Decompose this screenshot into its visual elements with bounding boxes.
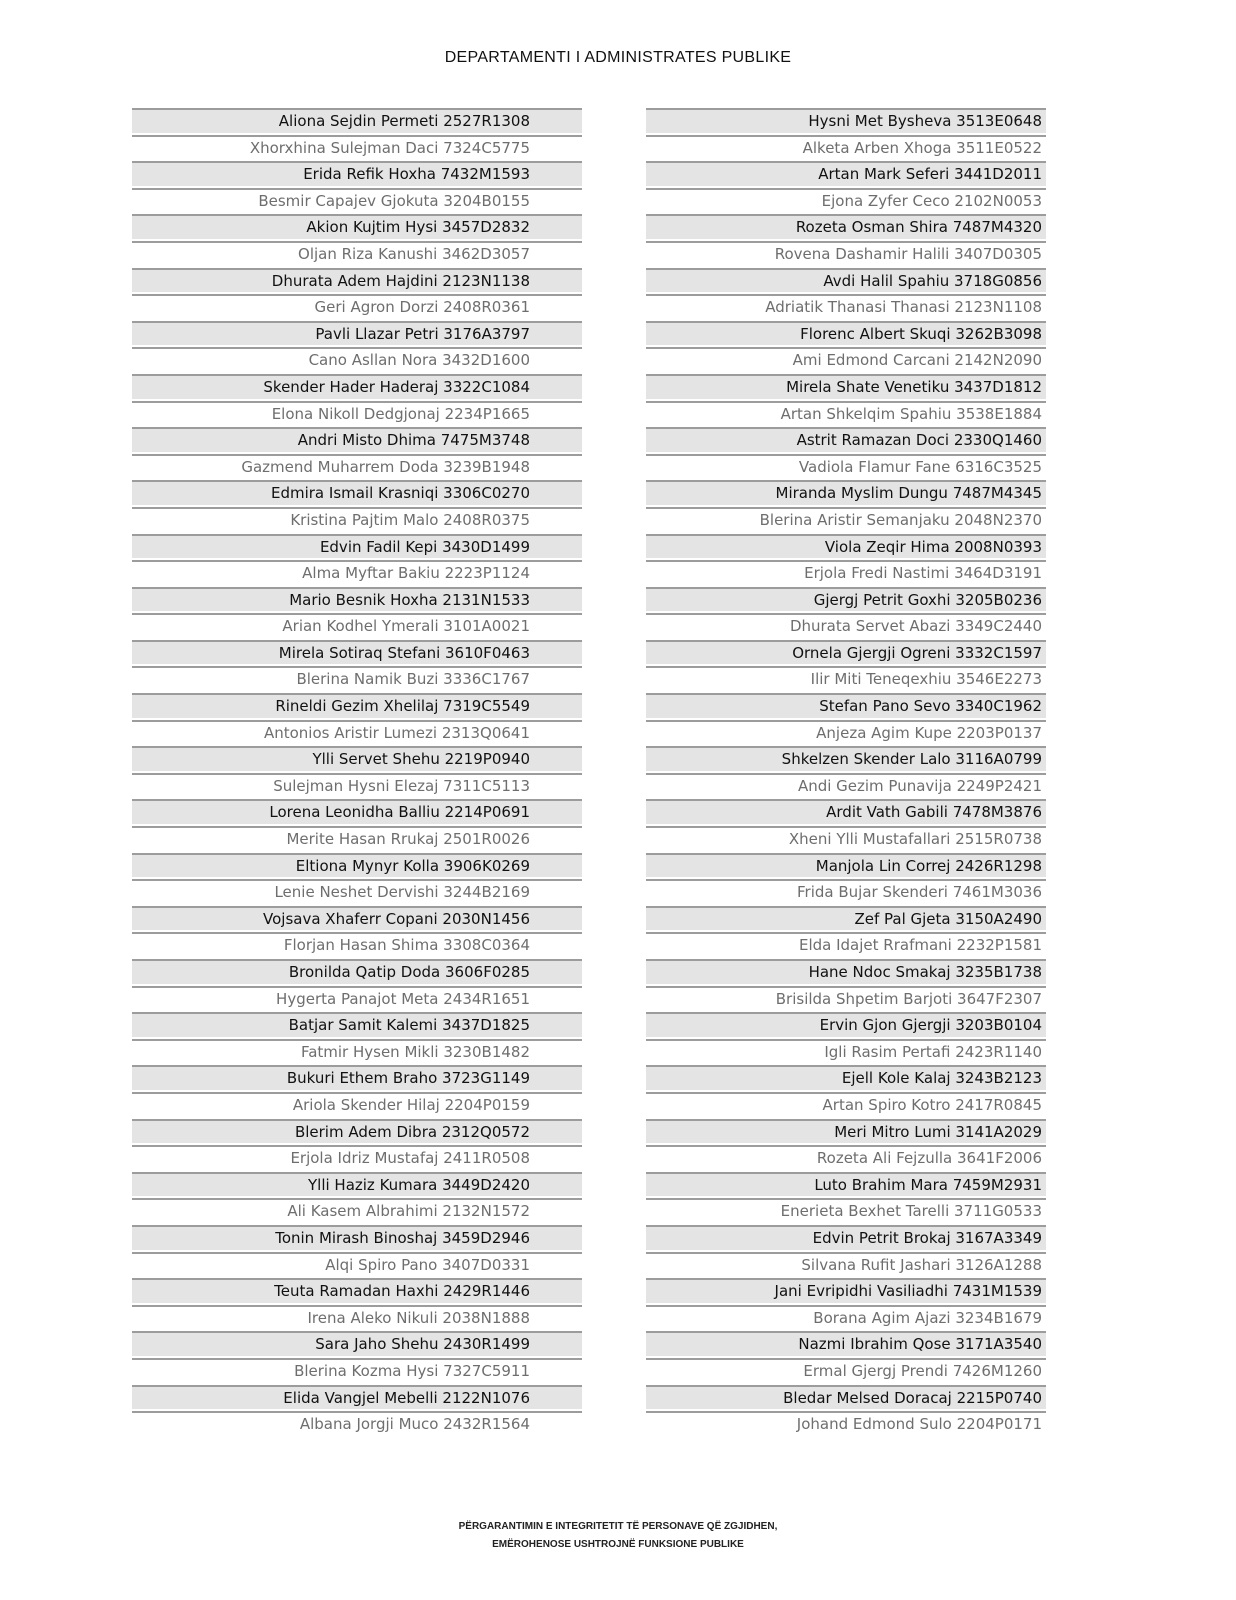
list-item: Arian Kodhel Ymerali 3101A0021 (132, 613, 582, 638)
list-item: Erjola Idriz Mustafaj 2411R0508 (132, 1145, 582, 1170)
list-item: Hysni Met Bysheva 3513E0648 (646, 108, 1046, 133)
list-item: Erjola Fredi Nastimi 3464D3191 (646, 560, 1046, 585)
list-item: Elida Vangjel Mebelli 2122N1076 (132, 1385, 582, 1410)
list-item: Luto Brahim Mara 7459M2931 (646, 1172, 1046, 1197)
list-item: Ervin Gjon Gjergji 3203B0104 (646, 1012, 1046, 1037)
list-item: Artan Spiro Kotro 2417R0845 (646, 1092, 1046, 1117)
list-item: Meri Mitro Lumi 3141A2029 (646, 1119, 1046, 1144)
list-item: Merite Hasan Rrukaj 2501R0026 (132, 826, 582, 851)
list-item: Rozeta Osman Shira 7487M4320 (646, 214, 1046, 239)
list-item: Ardit Vath Gabili 7478M3876 (646, 799, 1046, 824)
list-item: Zef Pal Gjeta 3150A2490 (646, 906, 1046, 931)
list-item: Alketa Arben Xhoga 3511E0522 (646, 135, 1046, 160)
list-item: Kristina Pajtim Malo 2408R0375 (132, 507, 582, 532)
list-item: Vojsava Xhaferr Copani 2030N1456 (132, 906, 582, 931)
list-item: Antonios Aristir Lumezi 2313Q0641 (132, 720, 582, 745)
list-item: Bukuri Ethem Braho 3723G1149 (132, 1065, 582, 1090)
list-item: Elda Idajet Rrafmani 2232P1581 (646, 932, 1046, 957)
left-name-column (132, 108, 582, 1438)
list-item: Enerieta Bexhet Tarelli 3711G0533 (646, 1198, 1046, 1223)
list-item: Mario Besnik Hoxha 2131N1533 (132, 587, 582, 612)
list-item: Borana Agim Ajazi 3234B1679 (646, 1305, 1046, 1330)
list-item: Artan Shkelqim Spahiu 3538E1884 (646, 401, 1046, 426)
footer-line-2: EMËROHENOSE USHTROJNË FUNKSIONE PUBLIKE (492, 1539, 744, 1550)
list-item: Akion Kujtim Hysi 3457D2832 (132, 214, 582, 239)
list-item: Edmira Ismail Krasniqi 3306C0270 (132, 480, 582, 505)
list-item: Avdi Halil Spahiu 3718G0856 (646, 268, 1046, 293)
list-item: Edvin Fadil Kepi 3430D1499 (132, 534, 582, 559)
list-item: Hygerta Panajot Meta 2434R1651 (132, 986, 582, 1011)
list-item: Nazmi Ibrahim Qose 3171A3540 (646, 1331, 1046, 1356)
list-item: Ilir Miti Teneqexhiu 3546E2273 (646, 666, 1046, 691)
list-item: Blerina Namik Buzi 3336C1767 (132, 666, 582, 691)
list-item: Irena Aleko Nikuli 2038N1888 (132, 1305, 582, 1330)
list-item: Silvana Rufit Jashari 3126A1288 (646, 1252, 1046, 1277)
list-item: Skender Hader Haderaj 3322C1084 (132, 374, 582, 399)
list-item: Ylli Haziz Kumara 3449D2420 (132, 1172, 582, 1197)
list-item: Bronilda Qatip Doda 3606F0285 (132, 959, 582, 984)
list-item: Blerina Kozma Hysi 7327C5911 (132, 1358, 582, 1383)
list-item: Vadiola Flamur Fane 6316C3525 (646, 454, 1046, 479)
right-name-column (646, 108, 1046, 1438)
list-item: Andi Gezim Punavija 2249P2421 (646, 773, 1046, 798)
list-item: Brisilda Shpetim Barjoti 3647F2307 (646, 986, 1046, 1011)
list-item: Dhurata Servet Abazi 3349C2440 (646, 613, 1046, 638)
list-item: Frida Bujar Skenderi 7461M3036 (646, 879, 1046, 904)
list-item: Astrit Ramazan Doci 2330Q1460 (646, 427, 1046, 452)
list-item: Artan Mark Seferi 3441D2011 (646, 161, 1046, 186)
list-item: Elona Nikoll Dedgjonaj 2234P1665 (132, 401, 582, 426)
list-item: Xheni Ylli Mustafallari 2515R0738 (646, 826, 1046, 851)
list-item: Hane Ndoc Smakaj 3235B1738 (646, 959, 1046, 984)
list-item: Miranda Myslim Dungu 7487M4345 (646, 480, 1046, 505)
list-item: Shkelzen Skender Lalo 3116A0799 (646, 746, 1046, 771)
list-item: Lenie Neshet Dervishi 3244B2169 (132, 879, 582, 904)
page-title: DEPARTAMENTI I ADMINISTRATES PUBLIKE (444, 49, 792, 66)
list-item: Erida Refik Hoxha 7432M1593 (132, 161, 582, 186)
list-item: Rozeta Ali Fejzulla 3641F2006 (646, 1145, 1046, 1170)
list-item: Alqi Spiro Pano 3407D0331 (132, 1252, 582, 1277)
list-item: Batjar Samit Kalemi 3437D1825 (132, 1012, 582, 1037)
list-item: Edvin Petrit Brokaj 3167A3349 (646, 1225, 1046, 1250)
list-item: Blerim Adem Dibra 2312Q0572 (132, 1119, 582, 1144)
list-item: Sara Jaho Shehu 2430R1499 (132, 1331, 582, 1356)
list-item: Ariola Skender Hilaj 2204P0159 (132, 1092, 582, 1117)
list-item: Pavli Llazar Petri 3176A3797 (132, 321, 582, 346)
list-item: Stefan Pano Sevo 3340C1962 (646, 693, 1046, 718)
list-item: Xhorxhina Sulejman Daci 7324C5775 (132, 135, 582, 160)
list-item: Anjeza Agim Kupe 2203P0137 (646, 720, 1046, 745)
list-item: Adriatik Thanasi Thanasi 2123N1108 (646, 294, 1046, 319)
list-item: Rineldi Gezim Xhelilaj 7319C5549 (132, 693, 582, 718)
list-item: Alma Myftar Bakiu 2223P1124 (132, 560, 582, 585)
list-item: Mirela Shate Venetiku 3437D1812 (646, 374, 1046, 399)
list-item: Ejona Zyfer Ceco 2102N0053 (646, 188, 1046, 213)
list-item: Manjola Lin Correj 2426R1298 (646, 853, 1046, 878)
footer-line-1: PËRGARANTIMIN E INTEGRITETIT TË PERSONAVE QË ZGJIDHEN, (458, 1521, 778, 1532)
list-item: Ermal Gjergj Prendi 7426M1260 (646, 1358, 1046, 1383)
list-item: Ylli Servet Shehu 2219P0940 (132, 746, 582, 771)
list-item: Cano Asllan Nora 3432D1600 (132, 347, 582, 372)
list-item: Eltiona Mynyr Kolla 3906K0269 (132, 853, 582, 878)
list-item: Jani Evripidhi Vasiliadhi 7431M1539 (646, 1278, 1046, 1303)
list-item: Bledar Melsed Doracaj 2215P0740 (646, 1385, 1046, 1410)
list-item: Ornela Gjergji Ogreni 3332C1597 (646, 640, 1046, 665)
list-item: Ejell Kole Kalaj 3243B2123 (646, 1065, 1046, 1090)
list-item: Gazmend Muharrem Doda 3239B1948 (132, 454, 582, 479)
list-item: Viola Zeqir Hima 2008N0393 (646, 534, 1046, 559)
list-item: Besmir Capajev Gjokuta 3204B0155 (132, 188, 582, 213)
list-item: Gjergj Petrit Goxhi 3205B0236 (646, 587, 1046, 612)
list-item: Lorena Leonidha Balliu 2214P0691 (132, 799, 582, 824)
list-item: Blerina Aristir Semanjaku 2048N2370 (646, 507, 1046, 532)
list-item: Dhurata Adem Hajdini 2123N1138 (132, 268, 582, 293)
list-item: Florenc Albert Skuqi 3262B3098 (646, 321, 1046, 346)
list-item: Ami Edmond Carcani 2142N2090 (646, 347, 1046, 372)
list-item: Albana Jorgji Muco 2432R1564 (132, 1411, 582, 1436)
list-item: Geri Agron Dorzi 2408R0361 (132, 294, 582, 319)
list-item: Tonin Mirash Binoshaj 3459D2946 (132, 1225, 582, 1250)
list-item: Florjan Hasan Shima 3308C0364 (132, 932, 582, 957)
list-item: Sulejman Hysni Elezaj 7311C5113 (132, 773, 582, 798)
list-item: Mirela Sotiraq Stefani 3610F0463 (132, 640, 582, 665)
list-item: Oljan Riza Kanushi 3462D3057 (132, 241, 582, 266)
list-item: Fatmir Hysen Mikli 3230B1482 (132, 1039, 582, 1064)
list-item: Igli Rasim Pertafi 2423R1140 (646, 1039, 1046, 1064)
list-item: Johand Edmond Sulo 2204P0171 (646, 1411, 1046, 1436)
list-item: Andri Misto Dhima 7475M3748 (132, 427, 582, 452)
list-item: Ali Kasem Albrahimi 2132N1572 (132, 1198, 582, 1223)
footer (0, 1518, 1236, 1554)
list-item: Aliona Sejdin Permeti 2527R1308 (132, 108, 582, 133)
list-item: Teuta Ramadan Haxhi 2429R1446 (132, 1278, 582, 1303)
list-item: Rovena Dashamir Halili 3407D0305 (646, 241, 1046, 266)
